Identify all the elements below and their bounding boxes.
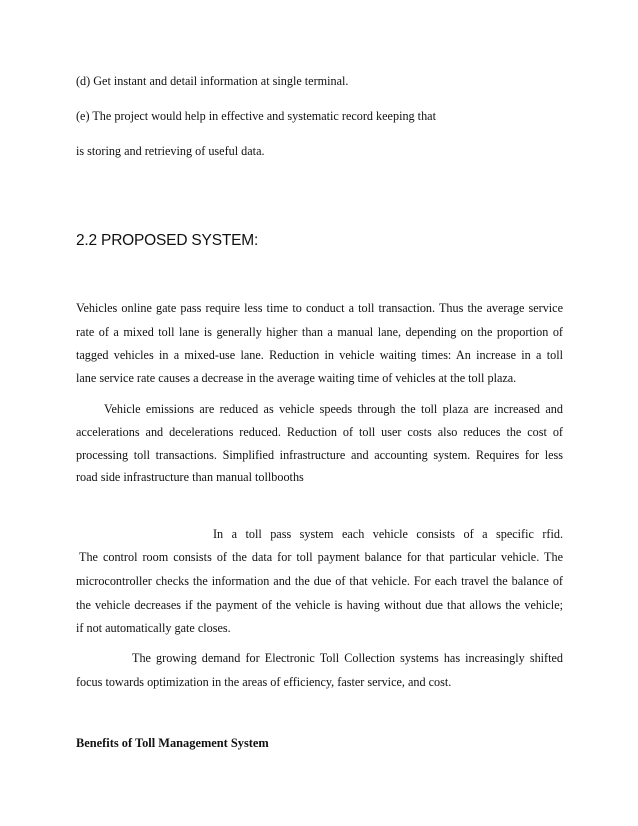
para2-line: accelerations and decelerations reduced. Reduction of toll user costs also reduces the cost of: [76, 425, 563, 439]
para1-line: tagged vehicles in a mixed-use lane. Reduction in vehicle waiting times: An increase in a toll: [76, 348, 563, 362]
para3-line: the vehicle decreases if the payment of the vehicle is having without due that allows the vehicle;: [76, 598, 563, 612]
intro-line-e: (e) The project would help in effective and systematic record keeping that: [76, 109, 436, 123]
para1-line: Vehicles online gate pass require less time to conduct a toll transaction. Thus the average service: [76, 301, 563, 315]
intro-line-e-cont: is storing and retrieving of useful data.: [76, 144, 265, 158]
para2-line: Vehicle emissions are reduced as vehicle speeds through the toll plaza are increased and: [104, 402, 563, 416]
section-heading: 2.2 PROPOSED SYSTEM:: [76, 232, 259, 249]
intro-line-d: (d) Get instant and detail information at single terminal.: [76, 74, 349, 88]
para3-line: The control room consists of the data for toll payment balance for that particular vehicle. The: [79, 550, 563, 564]
para1-line: rate of a mixed toll lane is generally higher than a manual lane, depending on the proportion of: [76, 325, 563, 339]
para3-line: if not automatically gate closes.: [76, 621, 231, 635]
para2-line: processing toll transactions. Simplified infrastructure and accounting system. Requires for less: [76, 448, 563, 462]
para4-line: focus towards optimization in the areas of efficiency, faster service, and cost.: [76, 675, 452, 689]
para1-line: lane service rate causes a decrease in the average waiting time of vehicles at the toll plaza.: [76, 371, 517, 385]
para3-line: In a toll pass system each vehicle consists of a specific rfid.: [213, 527, 563, 541]
para4-line: The growing demand for Electronic Toll Collection systems has increasingly shifted: [132, 651, 563, 665]
para2-line: road side infrastructure than manual tollbooths: [76, 470, 304, 484]
benefits-subheading: Benefits of Toll Management System: [76, 736, 269, 750]
para3-line: microcontroller checks the information and the due of that vehicle. For each travel the balance of: [76, 574, 563, 588]
